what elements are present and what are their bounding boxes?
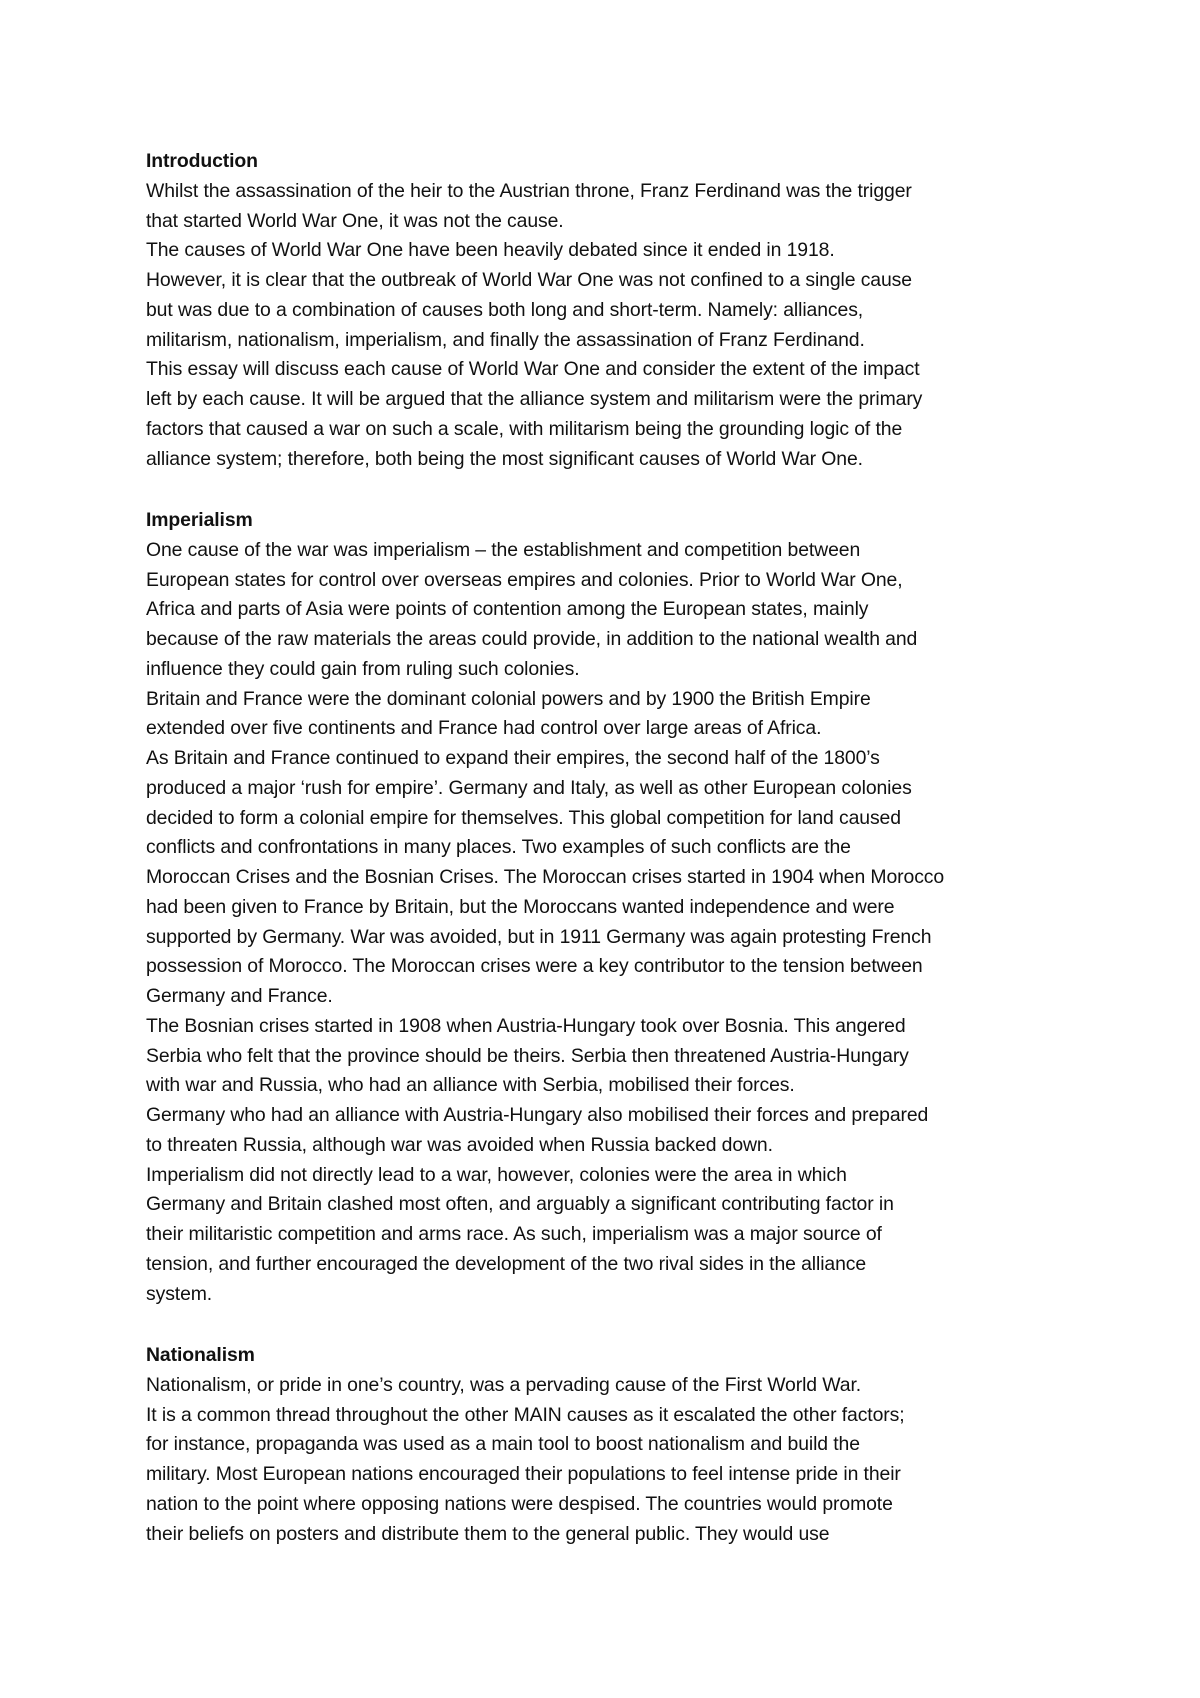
- body-text-line: The causes of World War One have been heavily debated since it ended in 1918.: [146, 239, 835, 262]
- body-text-line: This essay will discuss each cause of World War One and consider the extent of the impact: [146, 358, 920, 381]
- body-text-line: for instance, propaganda was used as a main tool to boost nationalism and build the: [146, 1433, 860, 1456]
- body-text-line: but was due to a combination of causes both long and short-term. Namely: alliances,: [146, 298, 864, 321]
- body-text-line: military. Most European nations encouraged their populations to feel intense pride in their: [146, 1463, 901, 1485]
- body-text-line: As Britain and France continued to expand their empires, the second half of the 1800’s: [146, 747, 880, 769]
- body-text-line: produced a major ‘rush for empire’. Germany and Italy, as well as other European colonies: [146, 776, 912, 799]
- body-text-line: nation to the point where opposing nations were despised. The countries would promote: [146, 1492, 893, 1515]
- body-text-line: Whilst the assassination of the heir to the Austrian throne, Franz Ferdinand was the trigger: [146, 179, 912, 202]
- body-text-line: because of the raw materials the areas could provide, in addition to the national wealth and: [146, 628, 918, 650]
- body-text-line: militarism, nationalism, imperialism, and finally the assassination of Franz Ferdinand.: [146, 328, 865, 351]
- body-text-line: Serbia who felt that the province should be theirs. Serbia then threatened Austria-Hungary: [146, 1044, 909, 1067]
- body-text-line: left by each cause. It will be argued that the alliance system and militarism were the primary: [146, 388, 923, 410]
- body-text-line: The Bosnian crises started in 1908 when Austria-Hungary took over Bosnia. This angered: [146, 1014, 906, 1037]
- body-text-line: Germany who had an alliance with Austria-Hungary also mobilised their forces and prepared: [146, 1104, 929, 1126]
- body-text-line: Britain and France were the dominant colonial powers and by 1900 the British Empire: [146, 687, 871, 710]
- body-text-line: their militaristic competition and arms race. As such, imperialism was a major source of: [146, 1223, 882, 1245]
- body-text-line: One cause of the war was imperialism – the establishment and competition between: [146, 538, 861, 561]
- body-text-line: Imperialism did not directly lead to a war, however, colonies were the area in which: [146, 1163, 847, 1186]
- body-text-line: decided to form a colonial empire for themselves. This global competition for land caused: [146, 806, 901, 829]
- body-text-line: alliance system; therefore, both being the most significant causes of World War One.: [146, 447, 863, 470]
- body-text-line: Germany and France.: [146, 985, 333, 1007]
- body-text-line: extended over five continents and France had control over large areas of Africa.: [146, 717, 822, 740]
- body-text-line: European states for control over overseas empires and colonies. Prior to World War One,: [146, 568, 903, 591]
- section-heading: Nationalism: [146, 1344, 255, 1366]
- body-text-line: However, it is clear that the outbreak of World War One was not confined to a single cause: [146, 269, 912, 291]
- body-text-line: tension, and further encouraged the development of the two rival sides in the alliance: [146, 1252, 867, 1275]
- body-text-line: factors that caused a war on such a scale, with militarism being the grounding logic of the: [146, 417, 903, 440]
- body-text-line: their beliefs on posters and distribute them to the general public. They would use: [146, 1522, 830, 1545]
- body-text-line: had been given to France by Britain, but the Moroccans wanted independence and were: [146, 895, 895, 918]
- section-heading: Introduction: [146, 150, 258, 172]
- body-text-line: influence they could gain from ruling such colonies.: [146, 657, 580, 680]
- body-text-line: possession of Morocco. The Moroccan crises were a key contributor to the tension between: [146, 955, 923, 978]
- body-text-line: It is a common thread throughout the other MAIN causes as it escalated the other factors;: [146, 1403, 905, 1426]
- section-heading: Imperialism: [146, 509, 253, 531]
- body-text-line: Germany and Britain clashed most often, and arguably a significant contributing factor in: [146, 1193, 894, 1216]
- body-text-line: system.: [146, 1282, 213, 1305]
- body-text-line: to threaten Russia, although war was avoided when Russia backed down.: [146, 1133, 773, 1156]
- body-text-line: conflicts and confrontations in many places. Two examples of such conflicts are the: [146, 836, 851, 859]
- body-text-line: Nationalism, or pride in one’s country, was a pervading cause of the First World War.: [146, 1373, 862, 1396]
- body-text-line: Moroccan Crises and the Bosnian Crises. The Moroccan crises started in 1904 when Morocco: [146, 866, 945, 888]
- body-text-line: that started World War One, it was not the cause.: [146, 209, 564, 232]
- body-text-line: with war and Russia, who had an alliance with Serbia, mobilised their forces.: [146, 1074, 795, 1097]
- body-text-line: supported by Germany. War was avoided, but in 1911 Germany was again protesting French: [146, 925, 932, 948]
- body-text-line: Africa and parts of Asia were points of contention among the European states, mainly: [146, 598, 869, 621]
